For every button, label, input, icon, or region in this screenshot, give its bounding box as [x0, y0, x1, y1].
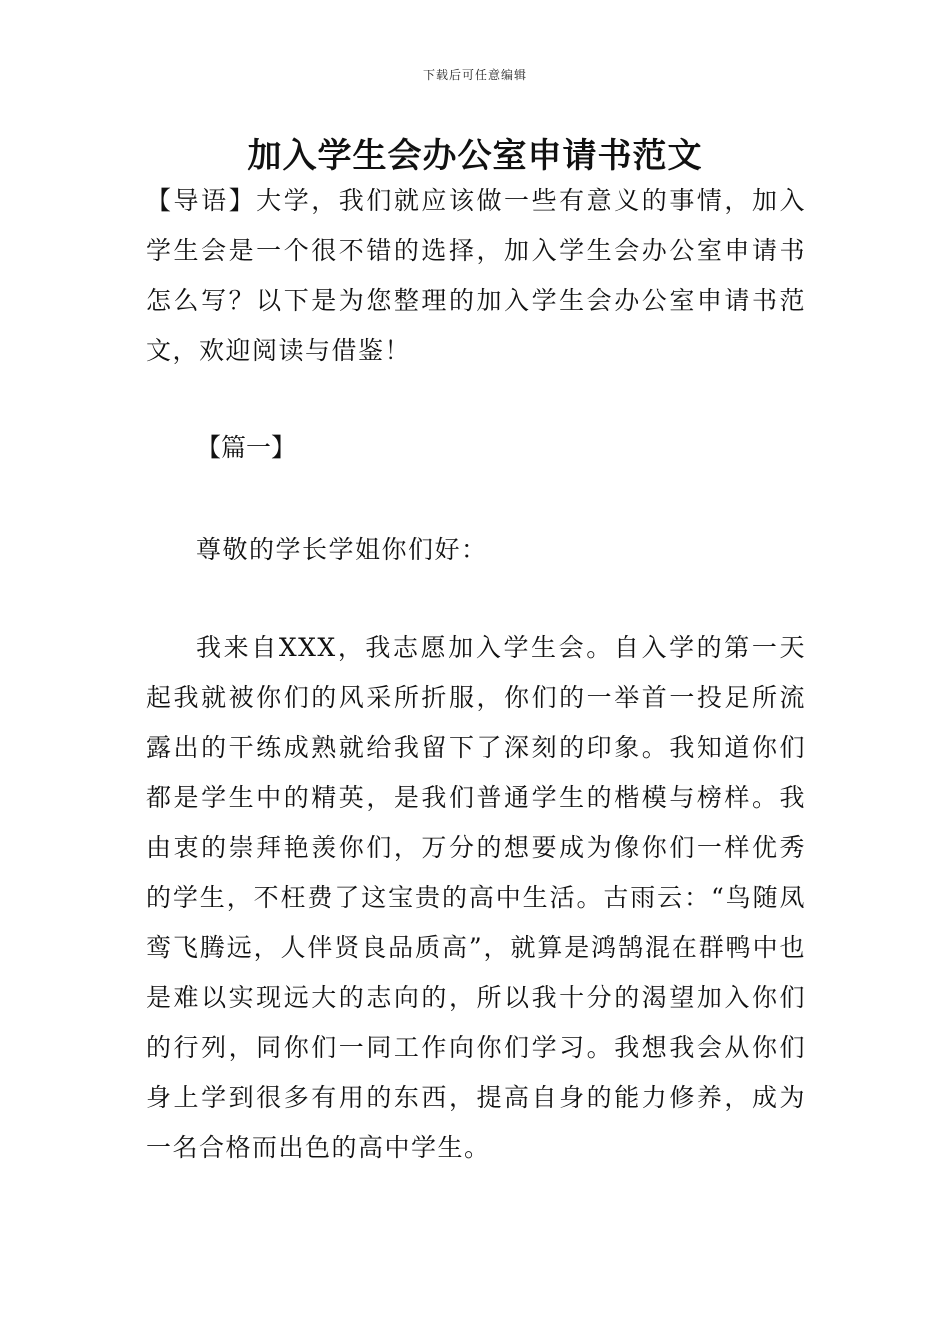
body-paragraph: 我来自XXX，我志愿加入学生会。自入学的第一天起我就被你们的风采所折服，你们的一举首一投足所流露出的干练成熟就给我留下了深刻的印象。我知道你们都是学生中的精英，是我们普通学生的楷模与榜样。我由衷的崇拜艳羡你们，万分的想要成为像你们一样优秀的学生，不枉费了这宝贵的高中生活。古雨云：“鸟随凤鸾飞腾远，人伴贤良品质高”，就算是鸿鹄混在群鸭中也是难以实现远大的志向的，所以我十分的渴望加入你们的行列，同你们一同工作向你们学习。我想我会从你们身上学到很多有用的东西，提高自身的能力修养，成为一名合格而出色的高中学生。: [146, 633, 806, 1162]
intro-paragraph: 【导语】大学，我们就应该做一些有意义的事情，加入学生会是一个很不错的选择，加入学生会办公室申请书怎么写？以下是为您整理的加入学生会办公室申请书范文，欢迎阅读与借鉴！: [146, 186, 806, 365]
page-title: 加入学生会办公室申请书范文: [247, 136, 703, 176]
greeting-line: 尊敬的学长学姐你们好：: [196, 535, 488, 564]
section-heading: 【篇一】: [196, 433, 297, 462]
header-note: 下载后可任意编辑: [422, 68, 527, 82]
